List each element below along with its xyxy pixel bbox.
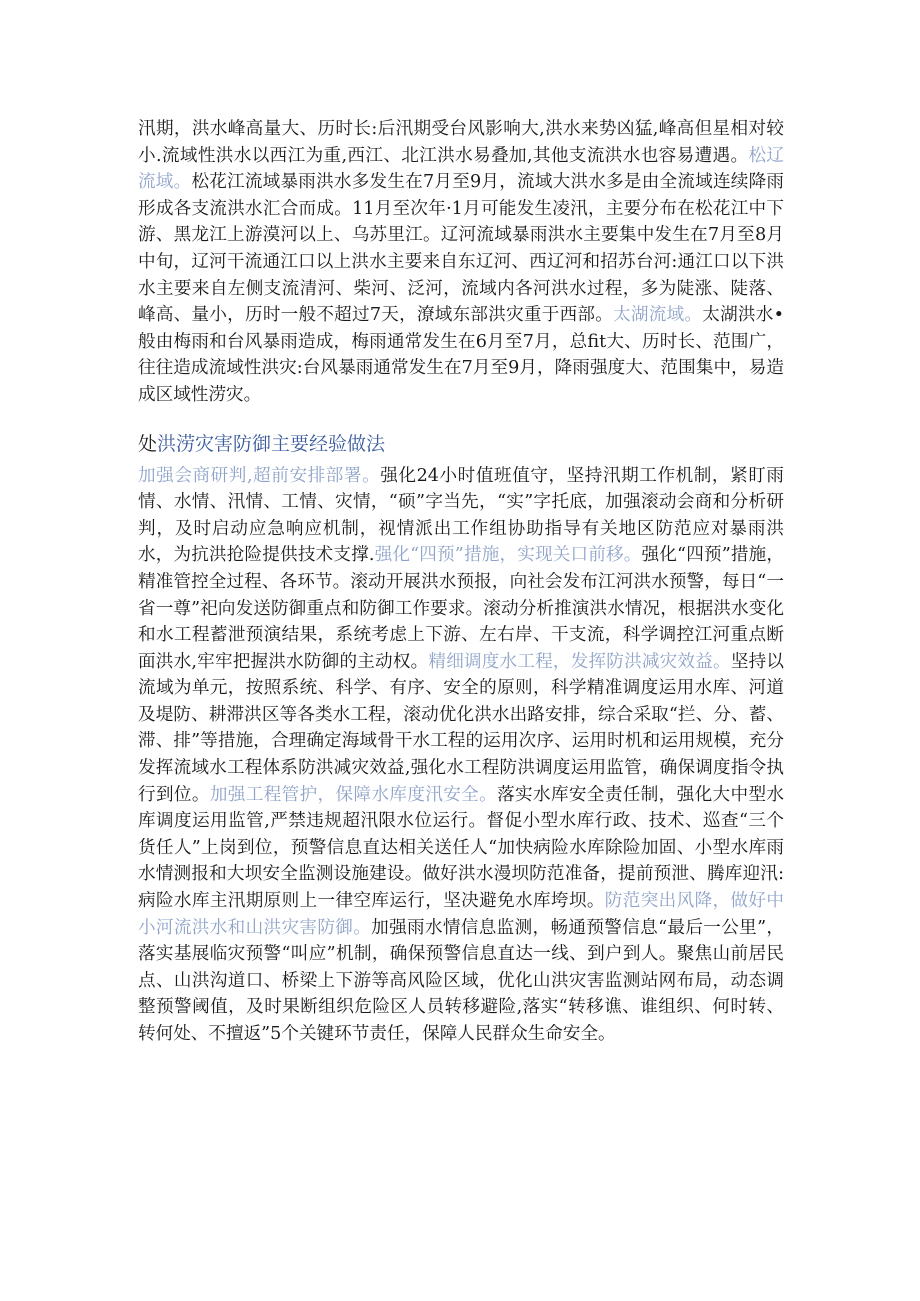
paragraph-flood-basins — [138, 116, 784, 409]
text-taihu-details: 太湖洪水•般由梅雨和台风暴雨造成，梅雨通常发生在6月至7月，总fit大、历时长、范围广，往往造成流域性洪灾:台风暴雨通常发生在7月至9月，降雨强度大、范围集中，易造成区域性涝灾。 — [138, 305, 784, 405]
heading-prefix: 处 — [138, 432, 158, 455]
highlight-taihu-basin: 太湖流域。 — [613, 305, 703, 326]
text-four-pre-measures: 强化“四预”措施，精准管控全过程、各环节。滚动开展洪水预报，向社会发布江河洪水预警，每日“一省一尊”祀向发送防御重点和防御工作要求。滚动分析推演洪水情况，根据洪水变化和水工程蓄泄预演结果，系统考虑上下游、左右岸、干支流，科学调控江河重点断面洪水,牢牢把握洪水防御的主动权。 — [138, 545, 784, 672]
text-consultation: 强化24小时值班值守，坚持汛期工作机制，紧盯雨情、水情、汛情、工情、灾情，“硕”字当先，“实”字托底，加强滚动会商和分析研判，及时启动应急响应机制，视情派出工作组协助指导有关地区防范应对暴雨洪水，为抗洪抢险提供技术支撑. — [138, 465, 784, 566]
heading-title: 洪涝灾害防御主要经验做法 — [157, 432, 386, 455]
text-fine-dispatch: 坚持以流域为单元，按照系统、科学、有序、安全的原则，科学精准调度运用水库、河道及堤防、耕滞洪区等各类水工程，滚动优化洪水出路安排，综合采取“拦、分、蓄、滞、排”等措施，合理确定海域骨干水工程的运用次序、运用时机和运用规模，充分发挥流域水工程体系防洪减灾效益,强化水工程防洪调度运用监管，确保调度指令执行到位。 — [138, 651, 784, 805]
text-flash-flood: 加强雨水情信息监测，畅通预警信息“最后一公里”，落实基展临灾预警“叫应”机制，确保预警信息直达一线、到户到人。聚焦山前居民点、山洪沟道口、桥梁上下游等高风险区域，优化山洪灾害监测站网布局，动态调整预警阈值，及时果断组织危险区人员转移避险,落实“转移谯、谁组织、何时转、转何处、不擅返”5个关键环节责任，保障人民群众生命安全。 — [138, 917, 784, 1044]
text-pearl-river-summary: 汛期，洪水峰高量大、历时长:后汛期受台风影响大,洪水来势凶猛,峰高但星相对较小.流域性洪水以西江为重,西江、北江洪水易叠加,其他支流洪水也容易遭遇。 — [138, 119, 784, 166]
section-heading — [138, 429, 784, 459]
text-reservoir-safety: 落实水库安全责任制，强化大中型水库调度运用监管,严禁违规超汛限水位运行。督促小型水库行政、技术、巡查“三个货任人”上岗到位，预警信息直达相关送任人“加快病险水库除险加固、小型水库雨水情测报和大坝安全监测设施建设。做好洪水漫坝防范准备，提前预泄、腾库迎汛:病险水库主汛期原则上一律空库运行，坚决避免水库垮坝。 — [138, 784, 784, 912]
highlight-songliao-basin: 松辽流域。 — [138, 145, 784, 193]
highlight-flash-flood: 防范突出风降，做好中小河流洪水和山洪灾害防御。 — [138, 891, 784, 938]
highlight-fine-dispatch: 精细调度水工程，发挥防洪减灾效益。 — [428, 651, 731, 672]
highlight-four-pre-measures: 强化“四预”措施，实现关口前移。 — [374, 545, 642, 566]
highlight-reservoir-safety: 加强工程管护，保障水库度汛安全。 — [209, 784, 498, 805]
document-body — [138, 116, 784, 1048]
text-songliao-details: 松花江流域暴雨洪水多发生在7月至9月，流域大洪水多是由全流域连续降雨形成各支流洪水汇合而成。11月至次年·1月可能发生凌汛，主要分布在松花江中下游、黑龙江上游漠河以上、乌苏里江。辽河流域暴雨洪水主要集中发生在7月至8月中旬，辽河干流通江口以上洪水主要来自东辽河、西辽河和招苏台河:通江口以下洪水主要来自左侧支流清河、柴河、泛河，流域内各河洪水过程，多为陡涨、陡落、峰高、量小，历时一般不超过7天，潦域东部洪灾重于西部。 — [138, 172, 784, 326]
paragraph-experience — [138, 463, 784, 1048]
highlight-consultation: 加强会商研判,超前安排部署。 — [138, 465, 381, 486]
